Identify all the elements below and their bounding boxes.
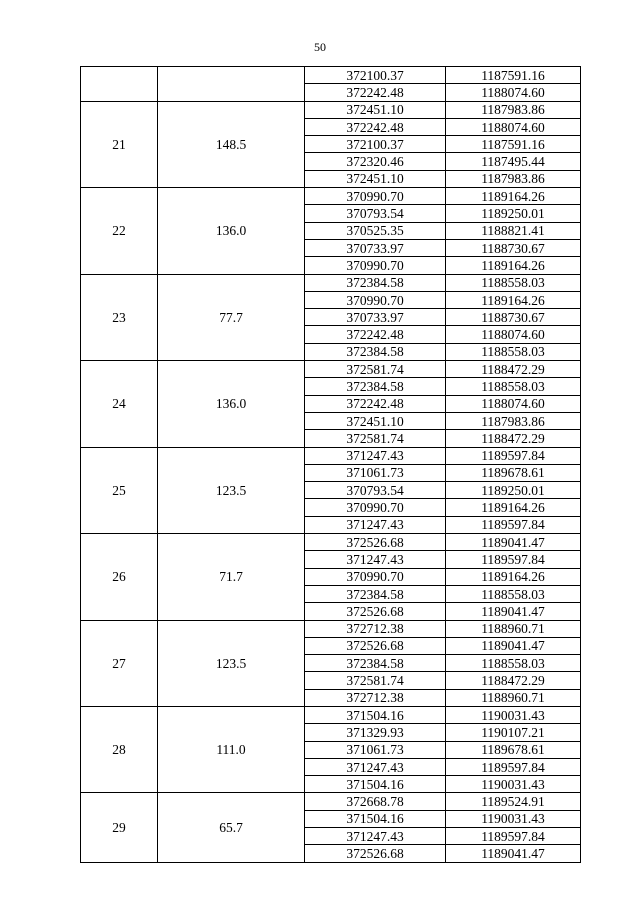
y-coordinate-cell: 1187983.86 (446, 101, 581, 118)
y-coordinate-cell: 1189597.84 (446, 447, 581, 464)
y-coordinate-cell: 1187983.86 (446, 412, 581, 429)
x-coordinate-cell: 371247.43 (305, 447, 446, 464)
x-coordinate-cell: 371329.93 (305, 724, 446, 741)
x-coordinate-cell: 372581.74 (305, 672, 446, 689)
x-coordinate-cell: 372242.48 (305, 118, 446, 135)
x-coordinate-cell: 370990.70 (305, 291, 446, 308)
x-coordinate-cell: 371504.16 (305, 706, 446, 723)
y-coordinate-cell: 1189597.84 (446, 551, 581, 568)
y-coordinate-cell: 1188821.41 (446, 222, 581, 239)
y-coordinate-cell: 1188558.03 (446, 274, 581, 291)
area-cell (158, 67, 305, 102)
plot-number-cell: 21 (81, 101, 158, 187)
y-coordinate-cell: 1188960.71 (446, 620, 581, 637)
x-coordinate-cell: 372320.46 (305, 153, 446, 170)
y-coordinate-cell: 1188558.03 (446, 655, 581, 672)
x-coordinate-cell: 370733.97 (305, 239, 446, 256)
x-coordinate-cell: 372384.58 (305, 655, 446, 672)
table-row (81, 620, 581, 637)
table-row (81, 534, 581, 551)
x-coordinate-cell: 371247.43 (305, 551, 446, 568)
x-coordinate-cell: 372384.58 (305, 378, 446, 395)
x-coordinate-cell: 372451.10 (305, 101, 446, 118)
x-coordinate-cell: 372451.10 (305, 412, 446, 429)
x-coordinate-cell: 372100.37 (305, 136, 446, 153)
table-row (81, 706, 581, 723)
y-coordinate-cell: 1190031.43 (446, 776, 581, 793)
area-cell: 136.0 (158, 188, 305, 274)
area-cell: 148.5 (158, 101, 305, 187)
x-coordinate-cell: 371504.16 (305, 810, 446, 827)
y-coordinate-cell: 1189678.61 (446, 741, 581, 758)
y-coordinate-cell: 1189164.26 (446, 188, 581, 205)
y-coordinate-cell: 1189041.47 (446, 637, 581, 654)
y-coordinate-cell: 1188074.60 (446, 395, 581, 412)
x-coordinate-cell: 372526.68 (305, 603, 446, 620)
y-coordinate-cell: 1188074.60 (446, 326, 581, 343)
x-coordinate-cell: 370990.70 (305, 568, 446, 585)
plot-number-cell: 25 (81, 447, 158, 533)
plot-number-cell: 22 (81, 188, 158, 274)
y-coordinate-cell: 1190107.21 (446, 724, 581, 741)
y-coordinate-cell: 1187591.16 (446, 136, 581, 153)
x-coordinate-cell: 372242.48 (305, 395, 446, 412)
plot-number-cell: 27 (81, 620, 158, 706)
x-coordinate-cell: 372100.37 (305, 67, 446, 84)
x-coordinate-cell: 372712.38 (305, 620, 446, 637)
table-row (81, 67, 581, 84)
y-coordinate-cell: 1189041.47 (446, 603, 581, 620)
x-coordinate-cell: 372668.78 (305, 793, 446, 810)
coordinates-table-body (81, 67, 581, 863)
x-coordinate-cell: 370990.70 (305, 188, 446, 205)
x-coordinate-cell: 371247.43 (305, 516, 446, 533)
coordinates-table (80, 66, 581, 863)
x-coordinate-cell: 370793.54 (305, 205, 446, 222)
x-coordinate-cell: 372526.68 (305, 845, 446, 862)
x-coordinate-cell: 372242.48 (305, 84, 446, 101)
x-coordinate-cell: 370793.54 (305, 482, 446, 499)
x-coordinate-cell: 371247.43 (305, 828, 446, 845)
y-coordinate-cell: 1187495.44 (446, 153, 581, 170)
x-coordinate-cell: 371061.73 (305, 741, 446, 758)
y-coordinate-cell: 1189041.47 (446, 845, 581, 862)
y-coordinate-cell: 1187591.16 (446, 67, 581, 84)
x-coordinate-cell: 372451.10 (305, 170, 446, 187)
plot-number-cell: 23 (81, 274, 158, 360)
y-coordinate-cell: 1189597.84 (446, 828, 581, 845)
y-coordinate-cell: 1188472.29 (446, 430, 581, 447)
x-coordinate-cell: 372384.58 (305, 343, 446, 360)
y-coordinate-cell: 1188472.29 (446, 361, 581, 378)
y-coordinate-cell: 1189164.26 (446, 568, 581, 585)
x-coordinate-cell: 372526.68 (305, 534, 446, 551)
area-cell: 136.0 (158, 361, 305, 447)
y-coordinate-cell: 1188730.67 (446, 239, 581, 256)
x-coordinate-cell: 372242.48 (305, 326, 446, 343)
x-coordinate-cell: 370733.97 (305, 309, 446, 326)
page-number: 50 (314, 40, 326, 54)
x-coordinate-cell: 370525.35 (305, 222, 446, 239)
y-coordinate-cell: 1188074.60 (446, 84, 581, 101)
x-coordinate-cell: 372384.58 (305, 585, 446, 602)
table-row (81, 793, 581, 810)
y-coordinate-cell: 1190031.43 (446, 810, 581, 827)
y-coordinate-cell: 1189250.01 (446, 205, 581, 222)
area-cell: 77.7 (158, 274, 305, 360)
y-coordinate-cell: 1189524.91 (446, 793, 581, 810)
table-row (81, 274, 581, 291)
y-coordinate-cell: 1188558.03 (446, 585, 581, 602)
x-coordinate-cell: 370990.70 (305, 257, 446, 274)
area-cell: 123.5 (158, 620, 305, 706)
y-coordinate-cell: 1189597.84 (446, 516, 581, 533)
x-coordinate-cell: 372384.58 (305, 274, 446, 291)
y-coordinate-cell: 1189597.84 (446, 758, 581, 775)
y-coordinate-cell: 1189041.47 (446, 534, 581, 551)
plot-number-cell (81, 67, 158, 102)
x-coordinate-cell: 370990.70 (305, 499, 446, 516)
x-coordinate-cell: 371504.16 (305, 776, 446, 793)
plot-number-cell: 24 (81, 361, 158, 447)
area-cell: 71.7 (158, 534, 305, 620)
y-coordinate-cell: 1189164.26 (446, 291, 581, 308)
plot-number-cell: 28 (81, 706, 158, 792)
x-coordinate-cell: 372581.74 (305, 361, 446, 378)
y-coordinate-cell: 1188472.29 (446, 672, 581, 689)
table-row (81, 101, 581, 118)
x-coordinate-cell: 372526.68 (305, 637, 446, 654)
plot-number-cell: 29 (81, 793, 158, 862)
area-cell: 65.7 (158, 793, 305, 862)
y-coordinate-cell: 1189164.26 (446, 499, 581, 516)
x-coordinate-cell: 371061.73 (305, 464, 446, 481)
table-row (81, 447, 581, 464)
x-coordinate-cell: 372581.74 (305, 430, 446, 447)
y-coordinate-cell: 1187983.86 (446, 170, 581, 187)
y-coordinate-cell: 1188558.03 (446, 378, 581, 395)
y-coordinate-cell: 1189164.26 (446, 257, 581, 274)
area-cell: 123.5 (158, 447, 305, 533)
plot-number-cell: 26 (81, 534, 158, 620)
y-coordinate-cell: 1188960.71 (446, 689, 581, 706)
y-coordinate-cell: 1189250.01 (446, 482, 581, 499)
y-coordinate-cell: 1188558.03 (446, 343, 581, 360)
table-row (81, 188, 581, 205)
table-row (81, 361, 581, 378)
x-coordinate-cell: 372712.38 (305, 689, 446, 706)
area-cell: 111.0 (158, 706, 305, 792)
y-coordinate-cell: 1188730.67 (446, 309, 581, 326)
y-coordinate-cell: 1190031.43 (446, 706, 581, 723)
y-coordinate-cell: 1188074.60 (446, 118, 581, 135)
y-coordinate-cell: 1189678.61 (446, 464, 581, 481)
x-coordinate-cell: 371247.43 (305, 758, 446, 775)
